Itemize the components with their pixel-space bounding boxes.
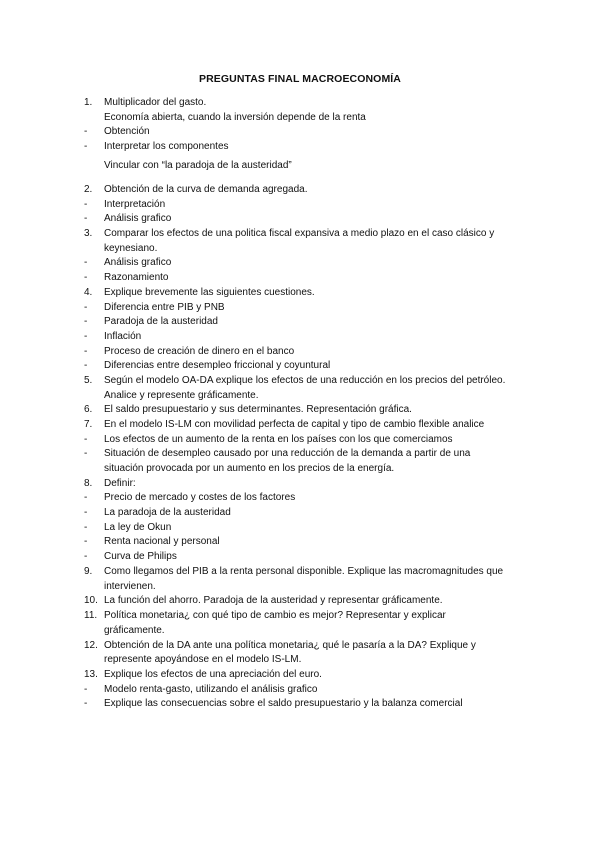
item-text: Obtención de la DA ante una política monetaria¿ qué le pasaría a la DA? Explique y: [104, 640, 476, 651]
item-marker: -: [84, 257, 88, 268]
item-text: Vincular con “la paradoja de la austeridad”: [104, 160, 292, 171]
bullet-item: [0, 140, 600, 154]
item-text: Análisis grafico: [104, 213, 172, 224]
item-marker: -: [84, 434, 88, 445]
continuation-line: [0, 580, 600, 594]
item-text: Como llegamos del PIB a la renta personal disponible. Explique las macromagnitudes que: [104, 566, 504, 577]
item-marker: -: [84, 522, 88, 533]
item-text: Curva de Philips: [104, 551, 177, 562]
item-marker: 7.: [84, 419, 93, 430]
item-marker: -: [84, 346, 88, 357]
item-text: Multiplicador del gasto.: [104, 97, 207, 108]
item-marker: -: [84, 272, 88, 283]
item-text: Obtención: [104, 126, 150, 137]
item-marker: -: [84, 331, 88, 342]
item-marker: -: [84, 213, 88, 224]
bullet-item: [0, 535, 600, 549]
item-text: Economía abierta, cuando la inversión depende de la renta: [104, 112, 366, 123]
continuation-line: [0, 242, 600, 256]
item-marker: -: [84, 492, 88, 503]
bullet-item: [0, 212, 600, 226]
item-marker: 5.: [84, 375, 93, 386]
item-text: La ley de Okun: [104, 522, 172, 533]
item-text: La paradoja de la austeridad: [104, 507, 231, 518]
item-marker: -: [84, 199, 88, 210]
continuation-line: [0, 389, 600, 403]
numbered-question: [0, 418, 600, 432]
bullet-item: [0, 315, 600, 329]
bullet-item: [0, 697, 600, 711]
bullet-item: [0, 506, 600, 520]
item-marker: 9.: [84, 566, 93, 577]
item-marker: 6.: [84, 404, 93, 415]
bullet-item: [0, 521, 600, 535]
item-marker: 10.: [84, 595, 98, 606]
item-text: Paradoja de la austeridad: [104, 316, 218, 327]
item-text: gráficamente.: [104, 625, 165, 636]
item-marker: -: [84, 126, 88, 137]
item-text: Proceso de creación de dinero en el banco: [104, 346, 295, 357]
item-text: Explique brevemente las siguientes cuestiones.: [104, 287, 315, 298]
numbered-question: [0, 96, 600, 110]
numbered-question: [0, 286, 600, 300]
bullet-item: [0, 433, 600, 447]
numbered-question: [0, 477, 600, 491]
page-title: PREGUNTAS FINAL MACROECONOMÍA: [198, 73, 401, 85]
item-text: Diferencia entre PIB y PNB: [104, 302, 225, 313]
item-marker: -: [84, 302, 88, 313]
item-text: Inflación: [104, 331, 142, 342]
item-marker: 13.: [84, 669, 98, 680]
item-text: Renta nacional y personal: [104, 536, 220, 547]
item-text: Analice y represente gráficamente.: [104, 390, 259, 401]
item-text: Precio de mercado y costes de los factores: [104, 492, 296, 503]
item-marker: -: [84, 536, 88, 547]
item-text: Análisis grafico: [104, 257, 172, 268]
item-text: En el modelo IS-LM con movilidad perfecta de capital y tipo de cambio flexible analice: [104, 419, 485, 430]
item-text: Interpretar los componentes: [104, 141, 229, 152]
bullet-item: [0, 125, 600, 139]
bullet-item: [0, 491, 600, 505]
item-text: Según el modelo OA-DA explique los efectos de una reducción en los precios del petróleo.: [104, 375, 506, 386]
item-text: Explique los efectos de una apreciación del euro.: [104, 669, 322, 680]
bullet-item: [0, 345, 600, 359]
item-marker: -: [84, 316, 88, 327]
numbered-question: [0, 594, 600, 608]
numbered-question: [0, 227, 600, 241]
item-text: situación provocada por un aumento en los precios de la energía.: [104, 463, 395, 474]
bullet-item: [0, 198, 600, 212]
item-text: Obtención de la curva de demanda agregada.: [104, 184, 308, 195]
item-text: Interpretación: [104, 199, 166, 210]
bullet-item: [0, 683, 600, 697]
continuation-line: [0, 111, 600, 125]
item-marker: 12.: [84, 640, 98, 651]
item-text: Diferencias entre desempleo friccional y coyuntural: [104, 360, 331, 371]
bullet-item: [0, 256, 600, 270]
continuation-line: [0, 624, 600, 638]
item-text: El saldo presupuestario y sus determinantes. Representación gráfica.: [104, 404, 412, 415]
item-marker: -: [84, 684, 88, 695]
item-marker: -: [84, 551, 88, 562]
item-text: Razonamiento: [104, 272, 169, 283]
item-marker: 2.: [84, 184, 93, 195]
numbered-question: [0, 639, 600, 653]
item-text: Definir:: [104, 478, 136, 489]
numbered-question: [0, 668, 600, 682]
numbered-question: [0, 565, 600, 579]
item-text: Situación de desempleo causado por una reducción de la demanda a partir de una: [104, 448, 471, 459]
item-marker: 4.: [84, 287, 93, 298]
numbered-question: [0, 183, 600, 197]
bullet-item: [0, 550, 600, 564]
numbered-question: [0, 609, 600, 623]
bullet-item: [0, 359, 600, 373]
item-text: Comparar los efectos de una politica fiscal expansiva a medio plazo en el caso clásico y: [104, 228, 495, 239]
bullet-item: [0, 447, 600, 461]
item-marker: -: [84, 360, 88, 371]
item-marker: -: [84, 698, 88, 709]
continuation-line: [0, 653, 600, 667]
item-text: represente apoyándose en el modelo IS-LM.: [104, 654, 302, 665]
numbered-question: [0, 403, 600, 417]
item-text: keynesiano.: [104, 243, 158, 254]
bullet-item: [0, 301, 600, 315]
item-text: Modelo renta-gasto, utilizando el análisis grafico: [104, 684, 318, 695]
item-text: Política monetaria¿ con qué tipo de cambio es mejor? Representar y explicar: [104, 610, 446, 621]
continuation-line: [0, 159, 600, 173]
item-marker: 3.: [84, 228, 93, 239]
bullet-item: [0, 271, 600, 285]
item-marker: -: [84, 141, 88, 152]
item-marker: 1.: [84, 97, 93, 108]
numbered-question: [0, 374, 600, 388]
item-marker: -: [84, 507, 88, 518]
item-text: intervienen.: [104, 581, 156, 592]
item-marker: 8.: [84, 478, 93, 489]
item-text: Los efectos de un aumento de la renta en los países con los que comerciamos: [104, 434, 453, 445]
item-text: Explique las consecuencias sobre el saldo presupuestario y la balanza comercial: [104, 698, 463, 709]
item-marker: 11.: [84, 610, 98, 621]
item-text: La función del ahorro. Paradoja de la austeridad y representar gráficamente.: [104, 595, 443, 606]
bullet-item: [0, 330, 600, 344]
continuation-line: [0, 462, 600, 476]
item-marker: -: [84, 448, 88, 459]
